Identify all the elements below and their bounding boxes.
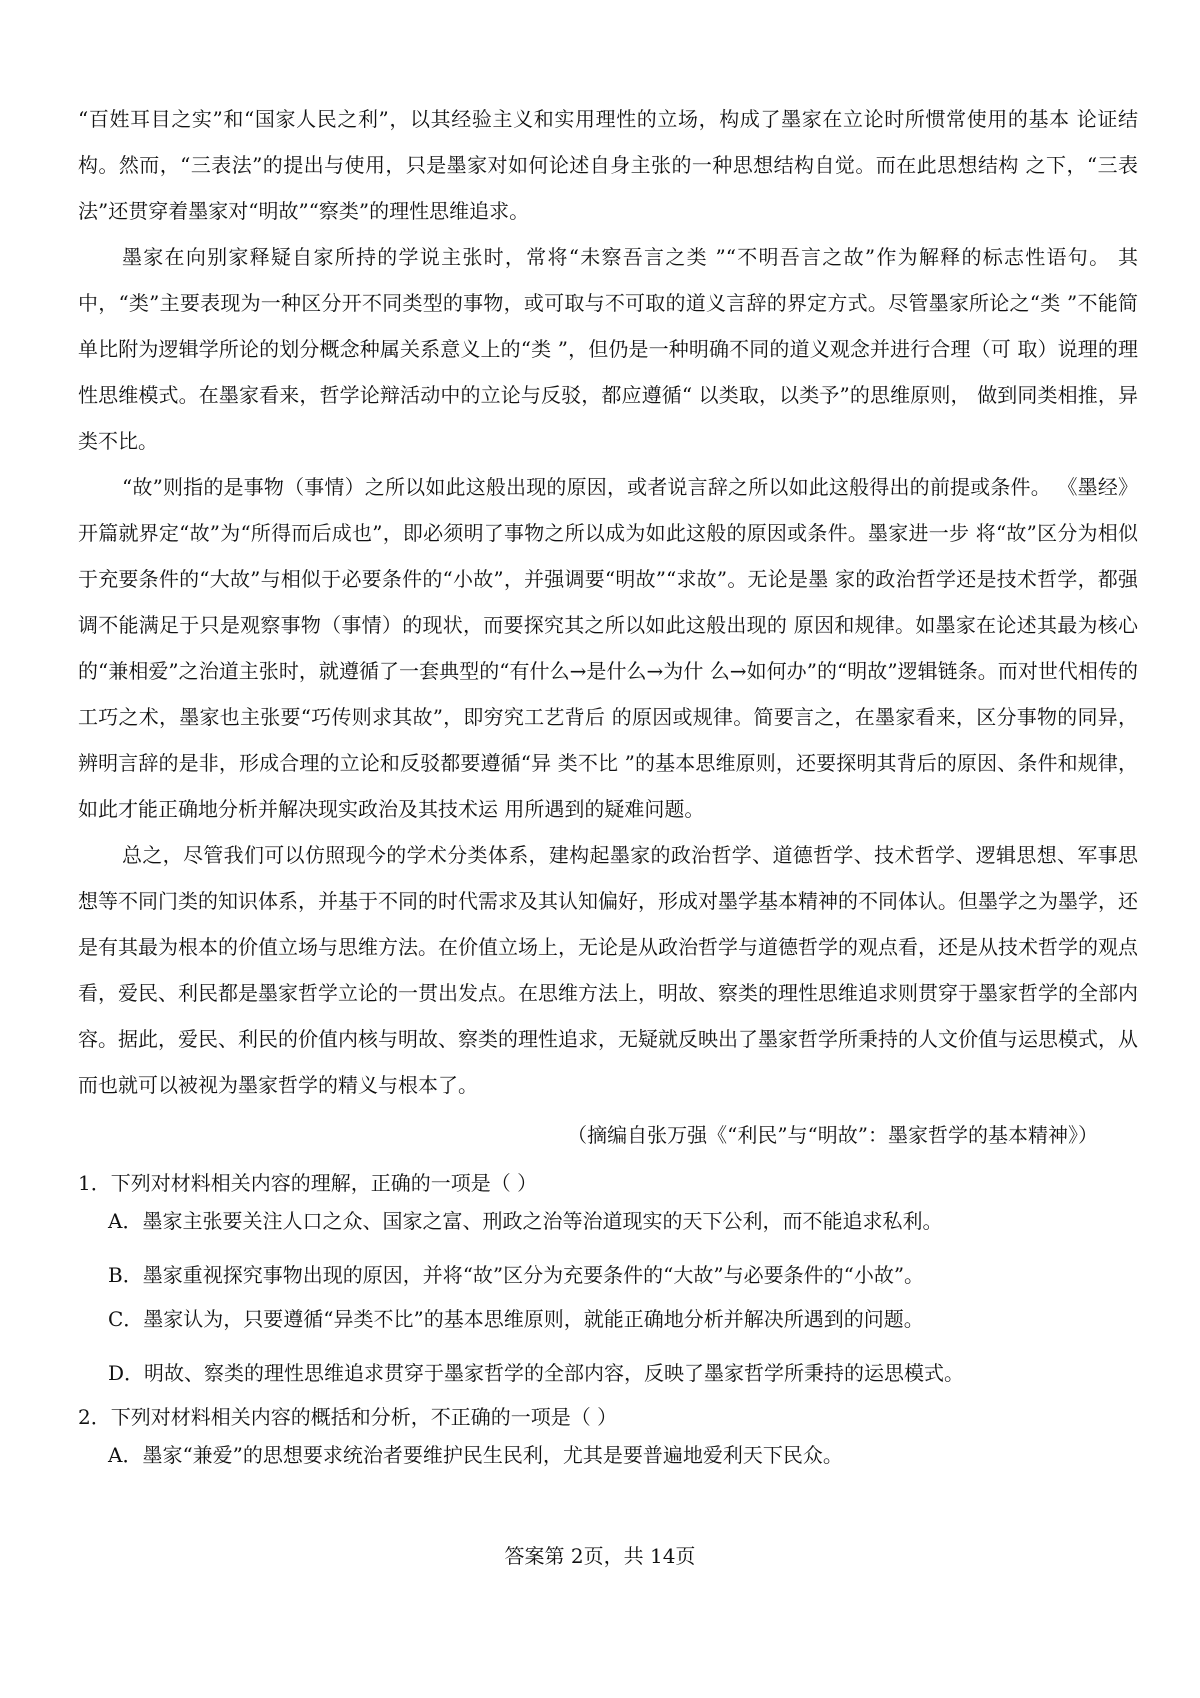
- paragraph-2: 墨家在向别家释疑自家所持的学说主张时，常将“未察吾言之类 ”“不明吾言之故”作为解释的标志性语句。 其中，“类”主要表现为一种区分开不同类型的事物，或可取与不可取的道义言辞的界定方式。尽管墨家所论之“类 ”不能简单比附为逻辑学所论的划分概念种属关系意义上的“类 ”，但仍是一种明确不同的道义观念并进行合理（可 取）说理的理性思维模式。在墨家看来，哲学论辩活动中的立论与反驳，都应遵循“ 以类取，以类予”的思维原则， 做到同类相推，异类不比。: [78, 245, 1138, 453]
- option-c: C．墨家认为，只要遵循“异类不比”的基本思维原则，就能正确地分析并解决所遇到的问题。: [108, 1307, 924, 1331]
- option-b: B．墨家重视探究事物出现的原因，并将“故”区分为充要条件的“大故”与必要条件的“小故”。: [108, 1263, 925, 1287]
- source-citation: （摘编自张万强《“利民”与“明故”：墨家哲学的基本精神》）: [567, 1123, 1098, 1147]
- question-stem: 2．下列对材料相关内容的概括和分析，不正确的一项是（ ）: [78, 1405, 618, 1429]
- document-body: [78, 96, 1138, 1484]
- paragraph-3: “故”则指的是事物（事情）之所以如此这般出现的原因，或者说言辞之所以如此这般得出的前提或条件。 《墨经》开篇就界定“故”为“所得而后成也”，即必须明了事物之所以成为如此这般的原因或条件。墨家进一步 将“故”区分为相似于充要条件的“大故”与相似于必要条件的“小故”，并强调要“明故”“求故”。无论是墨 家的政治哲学还是技术哲学，都强调不能满足于只是观察事物（事情）的现状，而要探究其之所以如此这般出现的 原因和规律。如墨家在论述其最为核心的“兼相爱”之治道主张时，就遵循了一套典型的“有什么→是什么→为什 么→如何办”的“明故”逻辑链条。而对世代相传的工巧之术，墨家也主张要“巧传则求其故”，即穷究工艺背后 的原因或规律。简要言之，在墨家看来，区分事物的同异，辨明言辞的是非，形成合理的立论和反驳都要遵循“异 类不比 ”的基本思维原则，还要探明其背后的原因、条件和规律，如此才能正确地分析并解决现实政治及其技术运 用所遇到的疑难问题。: [78, 475, 1138, 821]
- paragraph-4: 总之，尽管我们可以仿照现今的学术分类体系，建构起墨家的政治哲学、道德哲学、技术哲学、逻辑思想、军事思想等不同门类的知识体系，并基于不同的时代需求及其认知偏好，形成对墨学基本精神的不同体认。但墨学之为墨学，还是有其最为根本的价值立场与思维方法。在价值立场上，无论是从政治哲学与道德哲学的观点看，还是从技术哲学的观点看，爱民、利民都是墨家哲学立论的一贯出发点。在思维方法上，明故、察类的理性思维追求则贯穿于墨家哲学的全部内容。据此，爱民、利民的价值内核与明故、察类的理性追求，无疑就反映出了墨家哲学所秉持的人文价值与运思模式，从而也就可以被视为墨家哲学的精义与根本了。: [78, 843, 1138, 1097]
- option-a: A．墨家主张要关注人口之众、国家之富、刑政之治等治道现实的天下公利，而不能追求私利。: [108, 1209, 943, 1233]
- page-footer: 答案第 2页，共 14页: [504, 1544, 696, 1568]
- paragraph-1: “百姓耳目之实”和“国家人民之利”，以其经验主义和实用理性的立场，构成了墨家在立论时所惯常使用的基本 论证结构。然而，“三表法”的提出与使用，只是墨家对如何论述自身主张的一种思想结构自觉。而在此思想结构 之下，“三表法”还贯穿着墨家对“明故”“察类”的理性思维追求。: [78, 107, 1138, 223]
- question-stem: 1．下列对材料相关内容的理解，正确的一项是（ ）: [78, 1171, 538, 1195]
- question-2: [78, 1402, 1138, 1470]
- question-1: [78, 1168, 1138, 1388]
- option-d: D．明故、察类的理性思维追求贯穿于墨家哲学的全部内容，反映了墨家哲学所秉持的运思模式。: [108, 1361, 965, 1385]
- option-a: A．墨家“兼爱”的思想要求统治者要维护民生民利，尤其是要普遍地爱利天下民众。: [108, 1443, 843, 1467]
